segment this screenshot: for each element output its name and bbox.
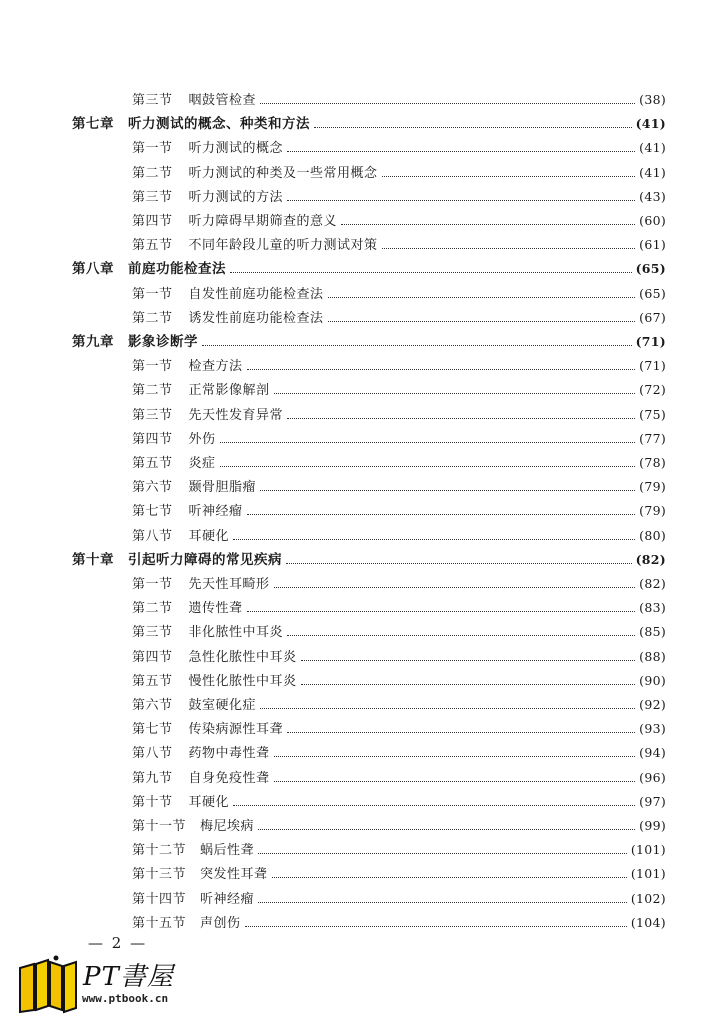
toc-section-row <box>132 210 666 232</box>
toc-entry-title: 传染病源性耳聋 <box>188 722 284 738</box>
toc-section-row <box>132 646 666 668</box>
toc-entry-page: (41) <box>635 116 666 132</box>
toc-section-row <box>132 791 666 813</box>
toc-entry-page: (93) <box>639 721 666 737</box>
toc-entry-label: 第一节 <box>132 141 173 157</box>
dot-leader <box>328 283 636 298</box>
toc-entry-page: (96) <box>639 769 666 785</box>
toc-entry-title: 非化脓性中耳炎 <box>188 625 284 641</box>
toc-entry-label: 第三节 <box>132 625 173 641</box>
toc-chapter-row <box>72 549 666 571</box>
toc-entry-title: 自身免疫性聋 <box>188 770 270 786</box>
toc-entry-title: 颞骨胆脂瘤 <box>188 480 257 496</box>
toc-entry-page: (61) <box>639 237 666 253</box>
toc-section-row <box>132 89 666 111</box>
toc-entry-title: 正常影像解剖 <box>188 383 270 399</box>
dot-leader <box>247 355 636 370</box>
dot-leader <box>260 476 635 491</box>
page-number: — 2 — <box>88 934 148 952</box>
toc-entry-page: (90) <box>639 672 666 688</box>
dot-leader <box>258 839 627 854</box>
toc-entry-label: 第二节 <box>132 601 173 617</box>
toc-entry-label: 第八章 <box>72 261 114 278</box>
toc-entry-label: 第十章 <box>72 551 114 568</box>
dot-leader <box>247 500 636 515</box>
toc-entry-page: (101) <box>630 842 666 858</box>
toc-section-row <box>132 379 666 401</box>
toc-entry-label: 第六节 <box>132 480 173 496</box>
toc-entry-title: 声创伤 <box>200 915 241 931</box>
toc-entry-title: 慢性化脓性中耳炎 <box>188 673 297 689</box>
toc-section-row <box>132 234 666 256</box>
dot-leader <box>301 670 636 685</box>
toc-entry-title: 咽鼓管检查 <box>188 93 257 108</box>
toc-entry-label: 第三节 <box>132 93 173 108</box>
toc-entry-label: 第五节 <box>132 238 173 254</box>
toc-entry-page: (60) <box>639 213 666 228</box>
toc-section-row <box>132 162 666 184</box>
watermark-brand: PT書屋 <box>83 962 174 992</box>
watermark-logo <box>16 954 216 1014</box>
toc-entry-page: (104) <box>630 914 666 930</box>
toc-entry-title: 遗传性聋 <box>188 601 243 617</box>
toc-entry-title: 突发性耳聋 <box>200 867 268 883</box>
toc-entry-page: (101) <box>630 866 666 882</box>
toc-chapter-row <box>72 258 666 280</box>
toc-entry-page: (38) <box>639 92 666 107</box>
toc-entry-label: 第三节 <box>132 189 173 205</box>
toc-entry-label: 第六节 <box>132 698 173 713</box>
toc-entry-page: (85) <box>639 624 666 640</box>
toc-entry-label: 第九节 <box>132 770 173 786</box>
dot-leader <box>220 428 636 443</box>
toc-entry-page: (99) <box>639 818 666 833</box>
toc-entry-page: (65) <box>639 285 666 301</box>
dot-leader <box>274 767 636 782</box>
toc-section-row <box>132 888 666 910</box>
toc-entry-label: 第十五节 <box>132 915 187 931</box>
dot-leader <box>287 718 635 733</box>
toc-entry-page: (94) <box>639 745 666 761</box>
toc-entry-page: (82) <box>639 576 666 591</box>
dot-leader <box>287 186 635 201</box>
toc-entry-label: 第五节 <box>132 673 173 689</box>
toc-entry-title: 梅尼埃病 <box>200 819 255 834</box>
toc-entry-page: (79) <box>639 479 666 495</box>
toc-entry-title: 听力障碍早期筛查的意义 <box>188 214 338 229</box>
toc-section-row <box>132 670 666 692</box>
toc-section-row <box>132 500 666 522</box>
toc-entry-page: (80) <box>639 527 666 543</box>
toc-entry-title: 自发性前庭功能检查法 <box>188 286 324 302</box>
dot-leader <box>247 597 636 612</box>
toc-entry-label: 第五节 <box>132 456 173 471</box>
toc-entry-title: 不同年龄段儿童的听力测试对策 <box>188 238 378 254</box>
toc-entry-page: (71) <box>635 334 666 349</box>
dot-leader <box>233 525 635 540</box>
toc-entry-title: 听力测试的方法 <box>188 189 284 205</box>
toc-entry-title: 先天性发育异常 <box>188 407 284 423</box>
toc-section-row <box>132 404 666 426</box>
toc-entry-title: 鼓室硬化症 <box>188 698 257 713</box>
toc-section-row <box>132 573 666 595</box>
watermark-url: www.ptbook.cn <box>82 992 169 1005</box>
dot-leader <box>260 89 635 104</box>
toc-chapter-row <box>72 113 666 135</box>
toc-entry-page: (75) <box>639 406 666 422</box>
toc-section-row <box>132 476 666 498</box>
toc-section-row <box>132 839 666 861</box>
toc-entry-label: 第十一节 <box>132 819 187 834</box>
toc-entry-label: 第十三节 <box>132 867 187 883</box>
dot-leader <box>301 646 636 661</box>
dot-leader <box>341 210 635 225</box>
toc-section-row <box>132 863 666 885</box>
toc-entry-label: 第七节 <box>132 722 173 738</box>
toc-entry-page: (41) <box>639 164 666 180</box>
toc-entry-title: 药物中毒性聋 <box>188 746 270 762</box>
toc-entry-title: 急性化脓性中耳炎 <box>188 649 297 665</box>
dot-leader <box>314 113 632 128</box>
toc-entry-label: 第四节 <box>132 214 173 229</box>
dot-leader <box>233 791 635 806</box>
toc-entry-page: (72) <box>639 382 666 398</box>
dot-leader <box>202 331 632 346</box>
toc-section-row <box>132 767 666 789</box>
toc-entry-title: 外伤 <box>188 431 216 447</box>
toc-entry-title: 影象诊断学 <box>128 334 198 350</box>
toc-entry-label: 第二节 <box>132 383 173 399</box>
toc-entry-page: (92) <box>639 697 666 712</box>
toc-entry-page: (88) <box>639 648 666 664</box>
toc-section-row <box>132 694 666 716</box>
dot-leader <box>260 694 635 709</box>
toc-entry-page: (65) <box>635 261 666 277</box>
dot-leader <box>220 452 636 467</box>
dot-leader <box>287 137 635 152</box>
toc-entry-page: (82) <box>635 551 666 567</box>
toc-chapter-row <box>72 331 666 353</box>
dot-leader <box>258 888 627 903</box>
dot-leader <box>382 234 636 249</box>
toc-entry-label: 第四节 <box>132 649 173 665</box>
toc-entry-title: 引起听力障碍的常见疾病 <box>128 551 282 568</box>
toc-entry-title: 耳硬化 <box>188 528 230 544</box>
dot-leader <box>274 573 636 588</box>
dot-leader <box>258 815 635 830</box>
dot-leader <box>382 162 636 177</box>
toc-entry-title: 听力测试的概念、种类和方法 <box>128 116 310 133</box>
toc-section-row <box>132 186 666 208</box>
toc-entry-label: 第八节 <box>132 746 173 762</box>
dot-leader <box>245 912 627 927</box>
toc-entry-page: (43) <box>639 188 666 204</box>
toc-section-row <box>132 355 666 377</box>
toc-entry-title: 检查方法 <box>188 359 243 375</box>
toc-entry-title: 先天性耳畸形 <box>188 577 270 592</box>
toc-entry-label: 第二节 <box>132 310 173 326</box>
toc-section-row <box>132 742 666 764</box>
toc-entry-title: 蜗后性聋 <box>200 843 255 859</box>
toc-entry-page: (41) <box>639 140 666 156</box>
toc-section-row <box>132 525 666 547</box>
toc-entry-label: 第七节 <box>132 504 173 520</box>
toc-entry-label: 第三节 <box>132 407 173 423</box>
dot-leader <box>274 742 636 757</box>
toc-entry-title: 听神经瘤 <box>188 504 243 520</box>
toc-entry-label: 第一节 <box>132 286 173 302</box>
toc-entry-title: 炎症 <box>188 456 216 471</box>
toc-entry-page: (77) <box>639 430 666 446</box>
book-icon <box>16 954 80 1014</box>
toc-entry-label: 第十节 <box>132 794 173 810</box>
toc-entry-title: 诱发性前庭功能检查法 <box>188 310 324 326</box>
toc-section-row <box>132 621 666 643</box>
toc-entry-label: 第八节 <box>132 528 173 544</box>
toc-entry-title: 耳硬化 <box>188 794 230 810</box>
dot-leader <box>287 621 635 636</box>
dot-leader <box>230 258 632 273</box>
toc-entry-label: 第十四节 <box>132 891 187 907</box>
dot-leader <box>272 863 627 878</box>
toc-entry-page: (97) <box>639 793 666 809</box>
toc-section-row <box>132 912 666 934</box>
toc-entry-title: 听神经瘤 <box>200 891 255 907</box>
toc-entry-page: (79) <box>639 503 666 519</box>
dot-leader <box>274 379 636 394</box>
toc-entry-title: 听力测试的种类及一些常用概念 <box>188 165 378 181</box>
toc-entry-title: 前庭功能检查法 <box>128 261 226 278</box>
toc-section-row <box>132 137 666 159</box>
toc-entry-label: 第九章 <box>72 334 114 350</box>
toc-entry-page: (67) <box>639 309 666 325</box>
toc-section-row <box>132 452 666 474</box>
toc-entry-label: 第四节 <box>132 431 173 447</box>
toc-entry-label: 第十二节 <box>132 843 187 859</box>
toc-section-row <box>132 428 666 450</box>
toc-entry-page: (83) <box>639 600 666 616</box>
toc-entry-label: 第一节 <box>132 577 173 592</box>
toc-entry-title: 听力测试的概念 <box>188 141 284 157</box>
toc-section-row <box>132 718 666 740</box>
dot-leader <box>286 549 632 564</box>
toc-entry-label: 第二节 <box>132 165 173 181</box>
toc-section-row <box>132 597 666 619</box>
toc-entry-page: (71) <box>639 358 666 374</box>
dot-leader <box>287 404 635 419</box>
toc-section-row <box>132 815 666 837</box>
toc-entry-label: 第七章 <box>72 116 114 133</box>
toc-entry-page: (102) <box>630 890 666 906</box>
toc-entry-page: (78) <box>639 455 666 470</box>
dot-leader <box>328 307 636 322</box>
toc-section-row <box>132 307 666 329</box>
toc-entry-label: 第一节 <box>132 359 173 375</box>
toc-section-row <box>132 283 666 305</box>
